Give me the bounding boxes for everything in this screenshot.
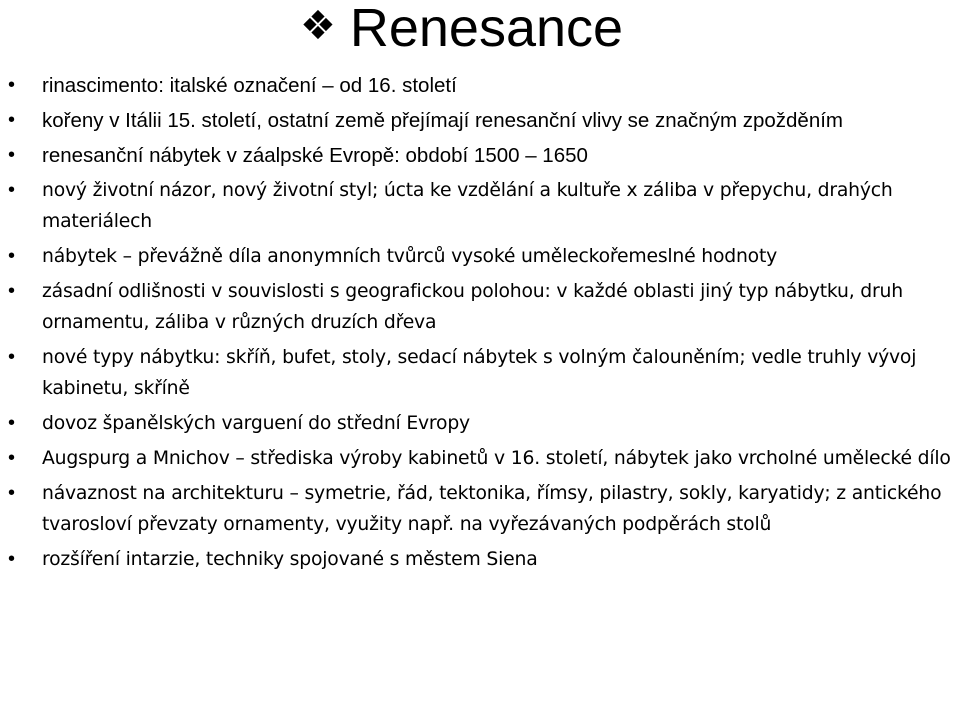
slide-title [300, 0, 623, 60]
four-diamond-icon: ❖ [300, 3, 336, 49]
bullet-item: • dovoz španělských varguení do střední Evropy [0, 408, 960, 439]
title-text: Renesance [349, 0, 624, 58]
bullet-list [0, 70, 960, 579]
bullet-item: • nový životní názor, nový životní styl; úcta ke vzdělání a kultuře x záliba v přepychu, drahých materiálech [0, 175, 960, 237]
bullet-item: • kořeny v Itálii 15. století, ostatní země přejímají renesanční vlivy se značným zpožděním [0, 105, 960, 136]
bullet-item: • návaznost na architekturu – symetrie, řád, tektonika, římsy, pilastry, sokly, karyatidy; z antického tvarosloví převzaty ornamenty, využity např. na vyřezávaných podpěrách stolů [0, 478, 960, 540]
bullet-item: • nábytek – převážně díla anonymních tvůrců vysoké uměleckořemeslné hodnoty [0, 241, 960, 272]
bullet-item: • rinascimento: italské označení – od 16. století [0, 70, 960, 101]
bullet-item: • rozšíření intarzie, techniky spojované s městem Siena [0, 544, 960, 575]
bullet-item: • nové typy nábytku: skříň, bufet, stoly, sedací nábytek s volným čalouněním; vedle truhly vývoj kabinetu, skříně [0, 342, 960, 404]
bullet-item: • renesanční nábytek v záalpské Evropě: období 1500 – 1650 [0, 140, 960, 171]
bullet-item: • zásadní odlišnosti v souvislosti s geografickou polohou: v každé oblasti jiný typ nábytku, druh ornamentu, záliba v různých druzích dřeva [0, 276, 960, 338]
bullet-item: • Augspurg a Mnichov – střediska výroby kabinetů v 16. století, nábytek jako vrcholné umělecké dílo [0, 443, 960, 474]
